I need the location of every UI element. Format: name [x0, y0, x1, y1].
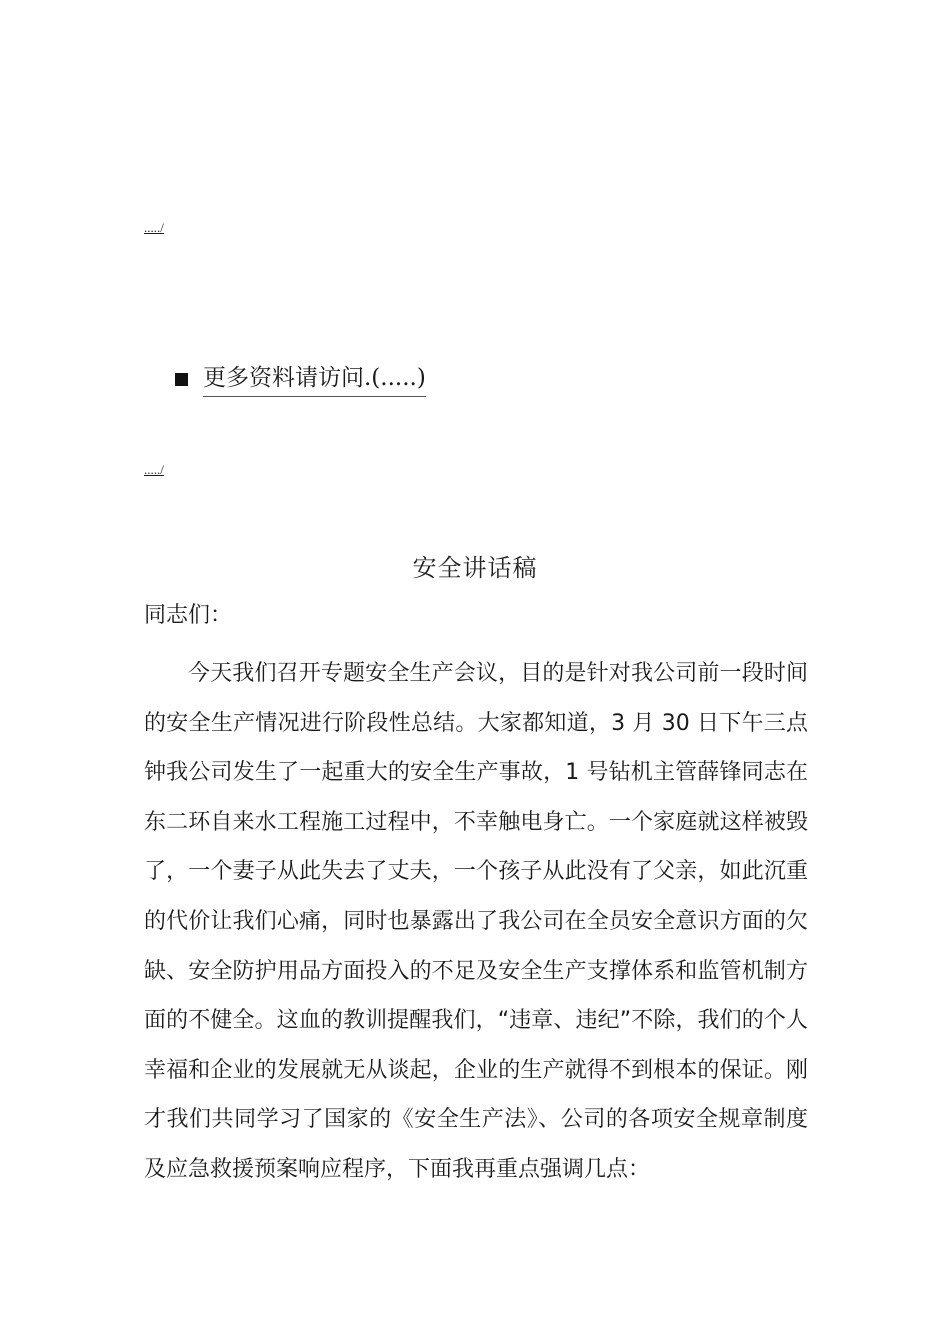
black-square-bullet-icon — [175, 373, 188, 386]
document-title: 安全讲话稿 — [412, 554, 538, 582]
mid-link[interactable]: ...../ — [144, 462, 164, 477]
more-resources-link[interactable]: 更多资料请访问.(.....) — [203, 359, 426, 397]
body-paragraph: 今天我们召开专题安全生产会议，目的是针对我公司前一段时间的安全生产情况进行阶段性总结。大家都知道，3 月 30 日下午三点钟我公司发生了一起重大的安全生产事故，1 号钻机主管薛锋同志在东二环自来水工程施工过程中，不幸触电身亡。一个家庭就这样被毁了，一个妻子从此失去了丈夫，一个孩子从此没有了父亲，如此沉重的代价让我们心痛，同时也暴露出了我公司在全员安全意识方面的欠缺、安全防护用品方面投入的不足及安全生产支撑体系和监管机制方面的不健全。这血的教训提醒我们，“违章、违纪”不除，我们的个人幸福和企业的发展就无从谈起，企业的生产就得不到根本的保证。刚才我们共同学习了国家的《安全生产法》、公司的各项安全规章制度及应急救援预案响应程序，下面我再重点强调几点： — [144, 661, 808, 1182]
top-link[interactable]: ...../ — [144, 220, 164, 235]
bullet-link-row — [175, 358, 426, 398]
salutation: 同志们： — [144, 603, 233, 628]
